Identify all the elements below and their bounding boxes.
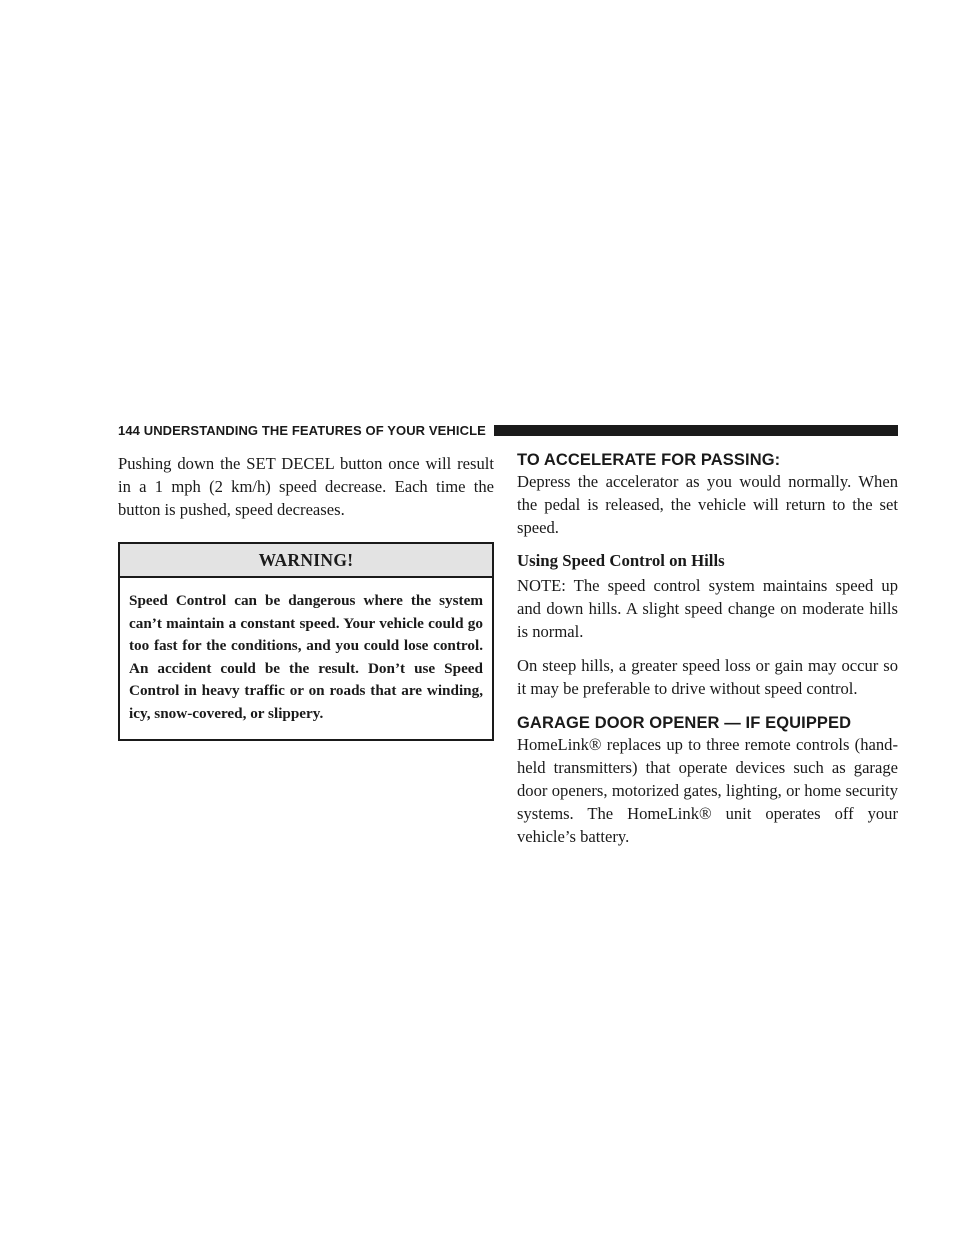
hills-heading: Using Speed Control on Hills bbox=[517, 551, 725, 570]
garage-heading: GARAGE DOOR OPENER — IF EQUIPPED bbox=[517, 714, 852, 732]
accelerate-paragraph: Depress the accelerator as you would normally. When the pedal is released, the vehicle will return to the set speed. bbox=[517, 472, 898, 537]
page-header bbox=[118, 420, 898, 440]
warning-title: WARNING! bbox=[120, 544, 492, 578]
note-paragraph bbox=[517, 574, 898, 643]
left-column bbox=[118, 450, 494, 741]
steep-hills-paragraph: On steep hills, a greater speed loss or gain may occur so it may be preferable to drive without speed control. bbox=[517, 656, 898, 698]
right-column bbox=[517, 450, 898, 848]
note-text: The speed control system maintains speed up and down hills. A slight speed change on moderate hills is normal. bbox=[517, 576, 898, 641]
note-label: NOTE: bbox=[517, 576, 566, 595]
garage-paragraph: HomeLink® replaces up to three remote controls (hand-held transmitters) that operate devices such as garage door openers, motorized gates, lighting, or home security systems. The HomeLink® unit operates off your vehicle’s battery. bbox=[517, 735, 898, 846]
accelerate-heading: TO ACCELERATE FOR PASSING: bbox=[517, 451, 781, 469]
set-decel-paragraph: Pushing down the SET DECEL button once will result in a 1 mph (2 km/h) speed decrease. Each time the button is pushed, speed decreases. bbox=[118, 454, 494, 519]
warning-body: Speed Control can be dangerous where the system can’t maintain a constant speed. Your vehicle could go too fast for the conditions, and you could lose control. An accident could be the result. Don’t use Speed Control in heavy traffic or on roads that are winding, icy, snow-covered, or slippery. bbox=[129, 592, 483, 722]
page-header-text: 144 UNDERSTANDING THE FEATURES OF YOUR VEHICLE bbox=[118, 422, 486, 438]
header-rule bbox=[494, 425, 898, 436]
warning-box bbox=[118, 542, 494, 741]
